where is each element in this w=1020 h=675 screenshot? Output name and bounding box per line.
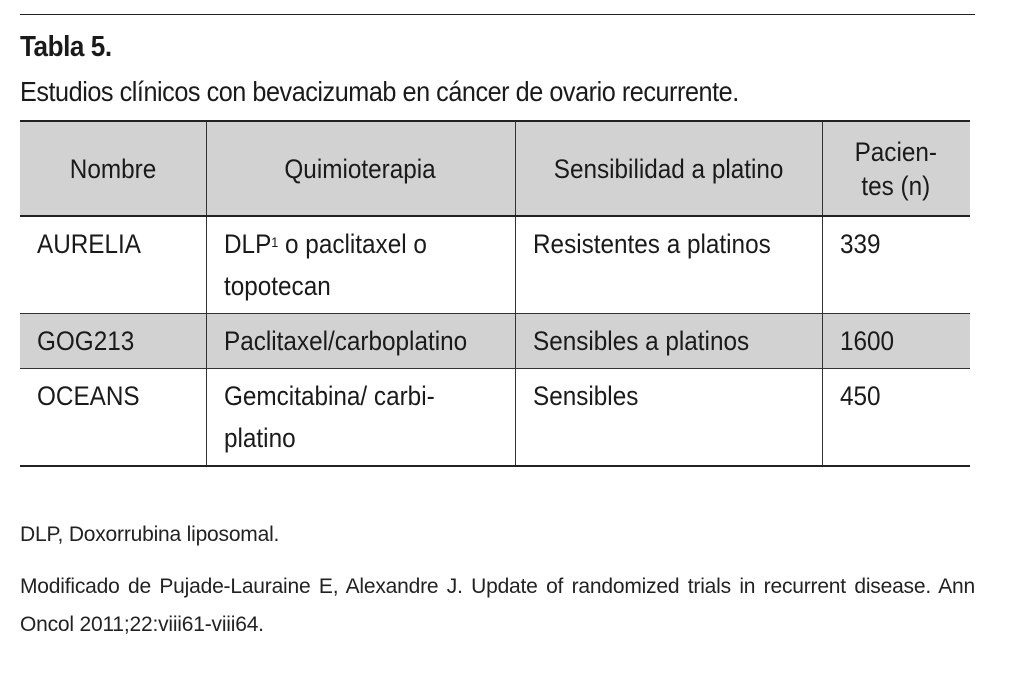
cell-patients xyxy=(822,369,970,467)
cell-patients-text: 1600 xyxy=(839,326,894,356)
cell-patients-text: 450 xyxy=(839,381,881,411)
footnote-source: Modificado de Pujade-Lauraine E, Alexandre J. Update of randomized trials in recurrent disease. Ann Oncol 2011;22:viii61-viii64. xyxy=(20,575,975,636)
cell-sensitivity-text: Sensibles xyxy=(532,381,638,411)
header-quimioterapia-label: Quimioterapia xyxy=(284,153,437,184)
cell-chemo xyxy=(206,369,515,467)
cell-chemo-line2: platino xyxy=(223,423,296,453)
cell-patients-text: 339 xyxy=(839,229,881,259)
table-header-row xyxy=(20,121,970,216)
cell-chemo-line1-post: o paclitaxel o xyxy=(277,229,427,259)
cell-name-text: OCEANS xyxy=(37,381,140,411)
header-sensibilidad-label: Sensibilidad a platino xyxy=(553,153,784,184)
table-row xyxy=(20,369,970,467)
cell-chemo-line2: topotecan xyxy=(223,271,331,301)
cell-sensitivity-text: Resistentes a platinos xyxy=(532,229,771,259)
cell-sensitivity xyxy=(515,369,822,467)
header-pacientes-line2: tes (n) xyxy=(861,170,931,201)
cell-name xyxy=(20,216,206,314)
cell-chemo-text: Paclitaxel/carboplatino xyxy=(223,326,467,356)
cell-patients xyxy=(822,314,970,369)
header-nombre-label: Nombre xyxy=(69,153,156,184)
cell-name xyxy=(20,314,206,369)
cell-name-text: AURELIA xyxy=(37,229,141,259)
cell-patients xyxy=(822,216,970,314)
cell-chemo-text xyxy=(224,223,427,307)
cell-chemo-line1-pre: DLP xyxy=(223,229,271,259)
cell-chemo-line1: Gemcitabina/ carbi- xyxy=(223,381,435,411)
header-sensibilidad xyxy=(515,121,822,216)
cell-sensitivity-text: Sensibles a platinos xyxy=(532,326,749,356)
header-pacientes xyxy=(822,121,970,216)
cell-chemo-text xyxy=(224,375,435,459)
header-nombre xyxy=(20,121,206,216)
top-rule xyxy=(20,14,975,15)
header-pacientes-line1: Pacien- xyxy=(855,136,938,167)
table-row xyxy=(20,216,970,314)
clinical-trials-table xyxy=(20,120,970,467)
cell-name xyxy=(20,369,206,467)
footnote-marker: 1 xyxy=(270,234,278,250)
cell-chemo xyxy=(206,216,515,314)
table-caption: Estudios clínicos con bevacizumab en cáncer de ovario recurrente. xyxy=(20,76,739,107)
table-row xyxy=(20,314,970,369)
cell-chemo xyxy=(206,314,515,369)
header-quimioterapia xyxy=(206,121,515,216)
cell-name-text: GOG213 xyxy=(37,326,135,356)
table-title: Tabla 5. xyxy=(20,31,112,63)
footnote-abbreviation: DLP, Doxorrubina liposomal. xyxy=(20,523,280,546)
header-pacientes-label xyxy=(855,135,937,203)
cell-sensitivity xyxy=(515,314,822,369)
cell-sensitivity xyxy=(515,216,822,314)
